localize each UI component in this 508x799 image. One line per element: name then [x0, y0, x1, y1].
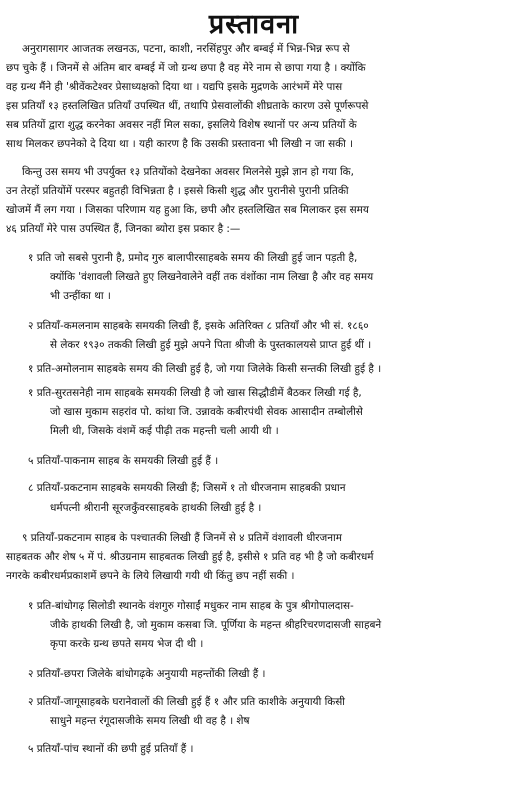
- text-line: उन तेरहों प्रतियोंमें परस्पर बहुतही विभिन्नता है । इससे किसी शुद्ध और पुरानीसे पुरानी प्रतिकी: [6, 185, 349, 197]
- text-line: कृपा करके ग्रन्थ छपते समय भेज दी थी ।: [50, 638, 204, 650]
- text-line: खोजमें मैं लग गया । जिसका परिणाम यह हुआ कि, छपी और हस्तलिखित सब मिलाकर इस समय: [6, 204, 369, 216]
- list-item: १ प्रति-सुरतसनेही नाम साहबके समयकी लिखी है जो खास सिद्धौडीमें बैठकर लिखी गई है,: [28, 387, 362, 399]
- text-line: क्योंकि 'वंशावली लिखते हुए लिखनेवालेने वहीं तक वंशोंका नाम लिखा है और वह समय: [50, 271, 374, 283]
- text-line: छप चुके हैं । जिनमें से अंतिम बार बम्बई में जो ग्रन्थ छपा है वह मेरे नाम से छापा गया है । क्योंकि: [6, 62, 366, 74]
- list-item: २ प्रतियाँ-कमलनाम साहबके समयकी लिखी हैं, इसके अतिरिक्त ८ प्रतियाँ और भी सं. १८६०: [28, 320, 369, 332]
- list-item: १ प्रति-बांधोगढ़ सिलोडी स्थानके वंशगुरु गोसाईं मधुकर नाम साहब के पुत्र श्रीगोपालदास-: [28, 600, 354, 612]
- text-line: मिली थी, जिसके वंशमें कई पीढ़ी तक महन्ती चली आयी थी ।: [50, 425, 279, 437]
- list-item: ५ प्रतियाँ-पांच स्थानों की छपी हुई प्रतियाँ हैं ।: [28, 743, 194, 755]
- text-line: धर्मपत्नी श्रीरानी सूरजकुँवरसाहबके हाथकी लिखी हुई है ।: [50, 502, 262, 514]
- text-line: सब प्रतियों द्वारा शुद्ध करनेका अवसर नहीं मिल सका, इसलिये विशेष स्थानों पर अन्य प्रतियों के: [6, 119, 357, 131]
- list-item: २ प्रतियाँ-छपरा जिलेके बांधोगढ़के अनुयायी महन्तोंकी लिखी हैं ।: [28, 668, 266, 680]
- list-item: ८ प्रतियाँ-प्रकटनाम साहबके समयकी लिखी हैं; जिसमें १ तो धीरजनाम साहबकी प्रधान: [28, 482, 346, 494]
- text-line: साथ मिलकर छपनेको दे दिया था । यही कारण है कि उसकी प्रस्तावना भी लिखी न जा सकी ।: [6, 138, 354, 150]
- text-line: नगरके कबीरधर्मप्रकाशमें छपने के लिये लिखायी गयी थी किंतु छप नहीं सकी ।: [6, 570, 295, 582]
- list-item: १ प्रति जो सबसे पुरानी है, प्रमोद गुरु बालापीरसाहबके समय की लिखी हुई जान पड़ती है,: [28, 252, 358, 264]
- text-line: इस प्रतियाँ १३ हस्तलिखित प्रतियाँ उपस्थित थीं, तथापि प्रेसवालोंकी शीघ्रताके कारण उसे पूर्णरूपसे: [6, 100, 369, 112]
- list-item: २ प्रतियाँ-जागूसाहबके घरानेवालों की लिखी हुई हैं १ और प्रति काशीके अनुयायी किसी: [28, 696, 345, 708]
- text-line: वह ग्रन्थ मैंने ही 'श्रीवेंकटेश्वर प्रेसाध्यक्षको दिया था । यद्यपि इसके मुद्रणके आरंभमें मेरे पास: [6, 81, 343, 93]
- text-line: भी उन्हींका था ।: [50, 290, 111, 302]
- text-line: जो खास मुकाम सहरांव पो. कांथा जि. उन्नावके कबीरपंथी सेवक आसादीन तम्बोलीसे: [50, 406, 363, 418]
- text-line: अनुरागसागर आजतक लखनऊ, पटना, काशी, नरसिंहपुर और बम्बई में भिन्न-भिन्न रूप से: [22, 43, 350, 55]
- text-line: से लेकर १९३० तककी लिखी हुई मुझे अपने पिता श्रीजी के पुस्तकालयसे प्राप्त हुई थीं ।: [50, 339, 372, 351]
- text-line: साधुने महन्त रंगूदासजीके समय लिखी थी वह है । शेष: [50, 715, 250, 727]
- list-item: ९ प्रतियाँ-प्रकटनाम साहब के पश्चातकी लिखी हैं जिनमें से ४ प्रतिमें वंशावली धीरजनाम: [22, 532, 342, 544]
- text-line: साहबतक और शेष ५ में पं. श्रीउग्रनाम साहबतक लिखी हुई है, इसीसे १ प्रति वह भी है जो कबीरधर्म: [6, 551, 374, 563]
- text-line: ४६ प्रतियाँ मेरे पास उपस्थित हैं, जिनका ब्योरा इस प्रकार है :—: [6, 223, 241, 235]
- list-item: ५ प्रतियाँ-पाकनाम साहब के समयकी लिखी हुई हैं ।: [28, 455, 219, 467]
- list-item: १ प्रति-अमोलनाम साहबके समय की लिखी हुई है, जो गया जिलेके किसी सन्तकी लिखी हुई है ।: [28, 363, 382, 375]
- text-line: किन्तु उस समय भी उपर्युक्त १३ प्रतियोंको देखनेका अवसर मिलनेसे मुझे ज्ञान हो गया कि,: [22, 166, 354, 178]
- page-title: प्रस्तावना: [208, 9, 300, 40]
- text-line: जीके हाथकी लिखी है, जो मुकाम कसबा जि. पूर्णिया के महन्त श्रीहरिचरणदासजी साहबने: [50, 619, 382, 631]
